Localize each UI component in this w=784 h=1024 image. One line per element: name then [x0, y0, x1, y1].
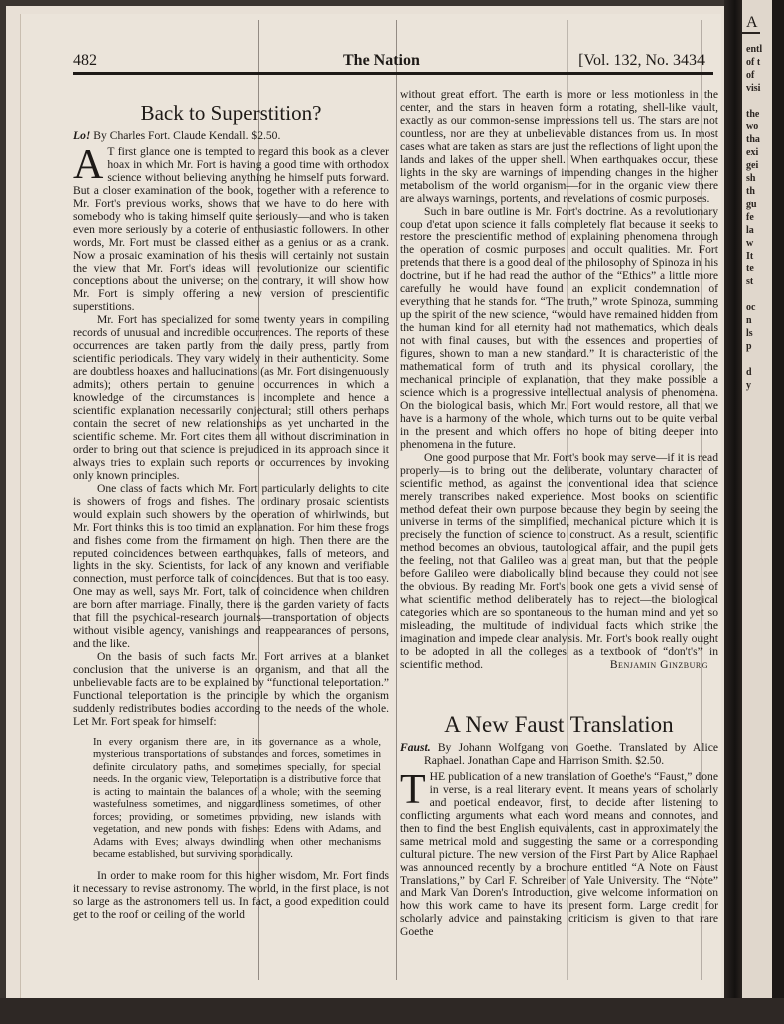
next-page-fragment: st — [746, 276, 754, 288]
article-continuation — [400, 89, 718, 672]
scan-bottom-border — [0, 998, 784, 1024]
block-quote: In every organism there are, in its governance as a whole, mysterious transportations of substances and forces, sometimes in definite circulatory paths, and sometimes specially, for special needs. In the organic view, Teleportation is a distributive force that is acting to maintain the balances of a whole; with the seeming wastefulness sometimes, and niggardliness sometimes, of other forces; providing, or sometimes providing, new islands with vegetation, and new ponds with fishes: Edens with Adams, and Adams with Eves; always dwindling when other mechanisms became established, but surviving sporadically. — [93, 736, 381, 861]
next-page-fragment: d — [746, 366, 752, 378]
paragraph-text: T first glance one is tempted to regard this book as a clever hoax in which Mr. Fort is having a good time with orthodox science without believing anything he himself puts forward. But a closer examination of the book, together with a reference to Mr. Fort's previous works, shows that we have to do here with somebody who is taking himself quite seriously—and who is taken even more seriously by a coterie of enthusiastic followers. In other words, Mr. Fort must be classed either as a genius or as a crank. Now a prosaic examination of his thesis will certainly not sustain the view that Mr. Fort's ideas will revolutionize our scientific conceptions about the universe; on the contrary, it will show how Mr. Fort is simply offering a new version of prescientific superstitions. — [73, 144, 389, 314]
volume-issue: [Vol. 132, No. 3434 — [578, 52, 705, 69]
paragraph: One class of facts which Mr. Fort particularly delights to cite is showers of frogs and fishes. The ordinary prosaic scientists would explain such showers by the operation of whirlwinds, but Mr. Fort thinks this is too timid an explanation. For him these frogs and fishes come from the firmament on high. Then there are the reputed coincidences between earthquakes, falls of meteors, and lights in the sky. Scientists, for lack of any known and verifiable connection, must perforce talk of coincidences. But that is too easy. One may as well, says Mr. Fort, talk of coincidence when children are born after marriage. Finally, there is the garden variety of facts that fill the psychical-research journals—transportation of objects without visible agency, vanishings and reappearances of persons, and the like. — [73, 481, 389, 651]
book-byline — [73, 130, 389, 143]
next-page-fragment: n — [746, 315, 752, 327]
next-page-fragment: te — [746, 263, 754, 275]
next-page-fragment: gu — [746, 198, 757, 210]
paragraph — [400, 452, 718, 672]
next-page-fragment: the — [746, 108, 760, 120]
binding-shadow — [724, 0, 742, 1024]
paragraph — [400, 766, 718, 939]
paragraph-text: One good purpose that Mr. Fort's book may serve—if it is read properly—is to bring out the deliberate, voluntary character of scientific method, as against the conventional idea that science merely transcribes naked experience. Most books on scientific method defeat their own purpose because they begin by seeing the universe in terms of the simplified, mechanical picture which it is precisely the function of science to construct. As a result, scientific method becomes an obvious, tautological affair, and the pupil gets the feeling, not that Galileo was a great man, but that the people before Galileo were diabolically blind because they could not see the obvious. By reading Mr. Fort's book one gets a vivid sense of what scientific method deliberately has to reject—the biological categories which are so spontaneous to the human mind and yet so misleading, the multitude of individual facts which strike the imagination and impede clear analysis. Mr. Fort's book really ought to be adopted in all the colleges as a textbook of “don't's” in scientific method. — [400, 450, 718, 671]
next-page-heading: A — [742, 14, 760, 34]
paragraph — [73, 141, 389, 314]
byline-text: By Charles Fort. Claude Kendall. $2.50. — [93, 129, 281, 142]
next-page-fragment — [742, 289, 772, 302]
next-page-fragment: ls — [746, 327, 753, 339]
next-page-fragment: exi — [746, 147, 759, 159]
article-title: Back to Superstition? — [140, 101, 322, 125]
page-edge — [772, 0, 784, 1024]
next-page-fragment: of t — [746, 56, 761, 68]
byline-text: By Johann Wolfgang von Goethe. Translated by Alice Raphael. Jonathan Cape and Harrison Smith. $2.50. — [424, 741, 718, 767]
article-back-to-superstition — [73, 100, 389, 922]
next-page-fragment: wo — [746, 121, 759, 133]
running-header — [73, 50, 713, 75]
next-page-fragment: entl — [746, 44, 763, 55]
paragraph: On the basis of such facts Mr. Fort arrives at a blanket conclusion that the universe is an organism, and that all the unbelievable facts are to be explained by “functional teleportation.” Functional teleportation is the principle by which the organism suddenly redistributes bodies according to the needs of the whole. Let Mr. Fort speak for himself: — [73, 650, 389, 728]
publication-title: The Nation — [343, 52, 420, 69]
book-byline — [400, 742, 718, 768]
article-new-faust-translation — [400, 712, 718, 939]
paragraph: Such in bare outline is Mr. Fort's doctrine. As a revolutionary coup d'etat upon science it falls completely flat because it seeks to restore the prescientific method of explaining phenomena through the operation of cosmic purposes and occult qualities. Mr. Fort pretends that there is a good deal of the philosophy of Spinoza in his doctrine, but if he had read the author of the “Ethics” a little more carefully he would have found an explicit condemnation of everything that he stands for. “The truth,” wrote Spinoza, summing up the spirit of the new science, “would have remained hidden from the human kind for all eternity had not mathematics, which deals not with final causes, but with the essences and properties of figures, shown to man a new standard.” It is characteristic of the mathematical form of truth and its physical corollary, the mechanical principle of explanation, that they make possible a science which is a progressive intellectual analysis of phenomena. On the biological basis, which Mr. Fort would restore, all that we have is a harmony of the whole, which turns out to be quite verbal in the present and which offers no hope of biting deeper into phenomena in the future. — [400, 204, 718, 451]
next-page-fragment: It — [746, 250, 754, 262]
paragraph: without great effort. The earth is more or less motionless in the center, and the stars in heaven form a rotating, shell-like vault, exactly as our common-sense impressions tell us. The stars are not countless, nor are they at unbelievable distances from us. In most cases what are taken as stars are just the reflections of light upon the lands and lakes of the upper shell. When earthquakes occur, these lights in the sky are warnings of impending changes in the higher metabolism of the world organism—for in the organic view there are always warnings, portents, and revelations of cosmic purposes. — [400, 88, 718, 205]
next-page-edge — [742, 0, 772, 1010]
author-signature: Benjamin Ginzburg — [609, 657, 708, 671]
page-number: 482 — [73, 52, 97, 69]
next-page-fragment: tha — [746, 134, 760, 146]
book-title: Faust. — [400, 741, 431, 754]
next-page-fragment: la — [746, 224, 754, 236]
next-page-fragments — [742, 44, 772, 392]
scan-artifact-line — [396, 20, 397, 980]
next-page-fragment: gei — [746, 160, 759, 172]
next-page-fragment — [742, 354, 772, 367]
next-page-fragment: fe — [746, 211, 754, 223]
next-page-fragment: th — [746, 185, 755, 197]
next-page-fragment: oc — [746, 302, 756, 314]
drop-cap: T — [400, 766, 426, 813]
book-title: Lo! — [73, 129, 91, 142]
next-page-fragment: w — [746, 237, 754, 249]
next-page-fragment: y — [746, 379, 751, 391]
paragraph-text: HE publication of a new translation of Goethe's “Faust,” done in verse, is a real literary event. It means years of scholarly and poetical endeavor, first, to decide after listening to conflicting arguments what each word means and connotes, and then to find the best English equivalents, cast in approximately the same metrical mold and suggesting the same or a corresponding cultural picture. The new version of the First Part by Alice Raphael was announced recently by a brochure entitled “A Note on Faust Translations,” by Carl F. Schreiber of Yale University. The “Note” and Mark Van Doren's Introduction, give welcome information on how this work came to have its present form. Large credit for scholarly advice and painstaking criticism is given to that rare Goethe — [400, 769, 718, 939]
next-page-fragment: sh — [746, 173, 756, 185]
next-page-fragment — [742, 96, 772, 109]
paragraph: Mr. Fort has specialized for some twenty years in compiling records of unusual and incredible occurrences. The reports of these occurrences are taken partly from the daily press, partly from scientific periodicals. They vary widely in their authenticity. Some are doubtless hoaxes and hallucinations (as Mr. Fort disingenuously admits); others pertain to genuine occurrences in which a knowledge of the circumstances is incomplete and hence a scientific explanation necessarily conjectural; still others perhaps contain the secret of new relationships as yet uncharted in the scientific scheme. Mr. Fort cites them all without discrimination in order to bring out that science is prejudiced in its approach since it always tries to explain such reports or occurrences by invoking only known principles. — [73, 313, 389, 482]
next-page-fragment: p — [746, 340, 752, 352]
drop-cap: A — [73, 141, 104, 188]
paragraph: In order to make room for this higher wisdom, Mr. Fort finds it necessary to revise astronomy. The world, in the first place, is not so large as the astronomers tell us. In fact, a good expedition could get to the roof or ceiling of the world — [73, 868, 389, 921]
next-page-fragment: of — [746, 69, 755, 81]
article-title: A New Faust Translation — [444, 712, 674, 737]
next-page-fragment: visi — [746, 82, 761, 94]
